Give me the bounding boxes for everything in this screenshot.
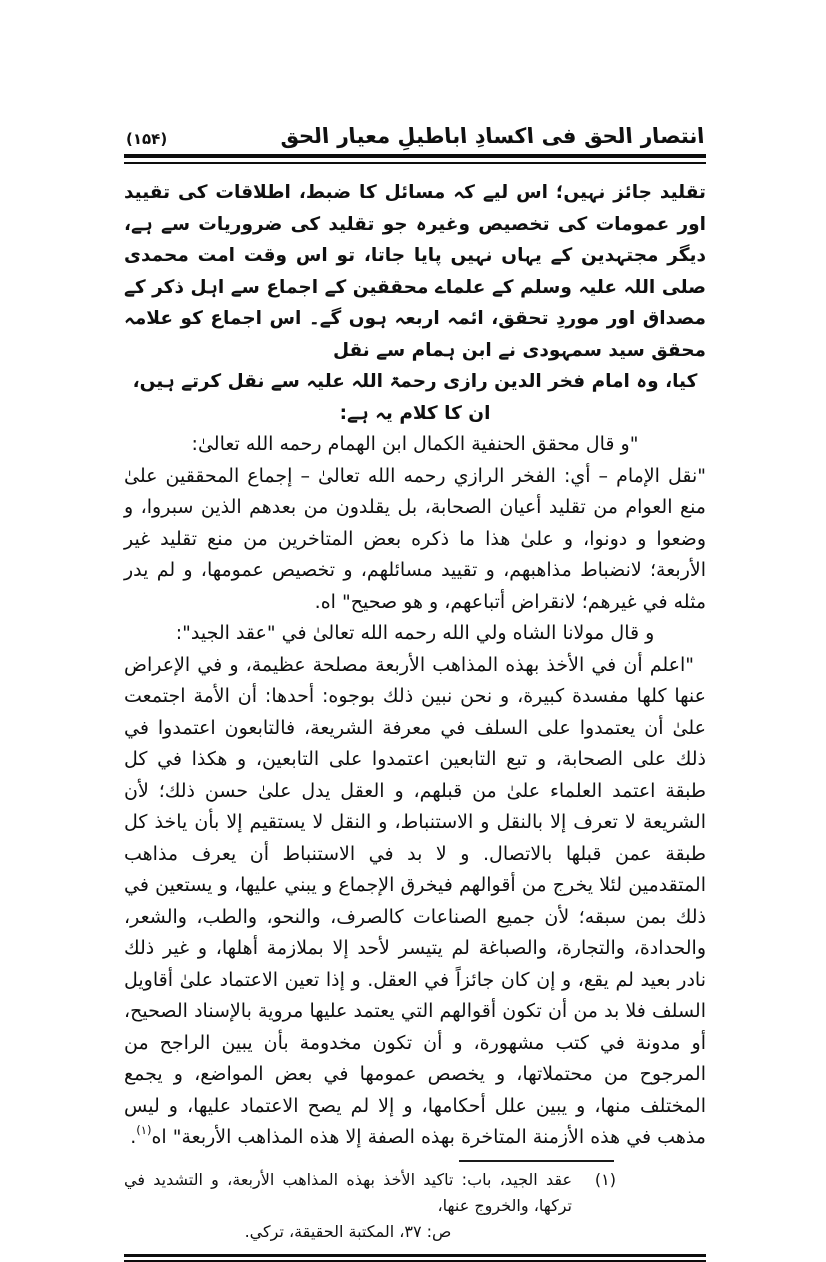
footnote-block — [124, 1167, 616, 1245]
book-title: انتصار الحق فی اکسادِ اباطیلِ معیار الحق — [278, 124, 705, 148]
footnote-number: (١) — [594, 1169, 616, 1189]
footnote-citation-line2: ص: ٣٧، المكتبة الحقيقة، تركي. — [244, 1221, 452, 1241]
shah-waliullah-quote-endmark: . — [130, 1126, 137, 1148]
shah-waliullah-intro-line: و قال مولانا الشاه ولي الله رحمه الله تعالىٰ في "عقد الجيد": — [175, 622, 655, 644]
page-body — [124, 177, 706, 1154]
footnote-citation-line1: عقد الجيد، باب: تاكيد الأخذ بهذه المذاهب الأربعة، و التشديد في تركها، والخروج عنها، — [124, 1169, 572, 1215]
footnote-separator-rule — [459, 1160, 614, 1162]
shah-waliullah-quote — [124, 650, 706, 1154]
page-content-column — [124, 124, 706, 1262]
page-number: (۱۵۴) — [126, 130, 168, 148]
kamal-ibn-humam-quote: "نقل الإمام – أي: الفخر الرازي رحمه الله تعالىٰ – إجماع المحققين علىٰ منع العوام من تقليد أعيان الصحابة، بل يقلدون من بعدهم الذين سبروا، و وضعوا و دونوا، و علىٰ هذا ما ذكره بعض المتاخرين من منع تقليد غير الأربعة؛ لانضباط مذاهبهم، و تقييد مسائلهم، و تخصيص عمومها، و لم يدر مثله في غيرهم؛ لانقراض أتباعهم، و هو صحيح" اه. — [124, 464, 706, 613]
kamal-ibn-humam-intro-line: "و قال محقق الحنفية الكمال ابن الهمام رحمه الله تعالىٰ: — [191, 433, 639, 455]
page-bottom-rule — [124, 1254, 706, 1262]
urdu-closing-line: کیا، وہ امام فخر الدین رازی رحمۃ اللہ علیہ سے نقل کرتے ہیں، ان کا کلام یہ ہے: — [132, 371, 698, 424]
page-header — [124, 124, 706, 148]
footnote-entry — [124, 1167, 616, 1219]
shah-waliullah-quote-text: "اعلم أن في الأخذ بهذه المذاهب الأربعة مصلحة عظيمة، و في الإعراض عنها كلها مفسدة كبيرة، و نحن نبين ذلك بوجوه: أحدها: أن الأمة اجتمعت علىٰ أن يعتمدوا على السلف في معرفة الشريعة، فالتابعون اعتمدوا في ذلك على الصحابة، و تبع التابعين اعتمدوا على التابعين، و هكذا في كل طبقة اعتمد العلماء علىٰ من قبلهم، و العقل يدل علىٰ حسن ذلك؛ لأن الشريعة لا تعرف إلا بالنقل و الاستنباط، و النقل لا يستقيم إلا بأن ياخذ كل طبقة عمن قبلها بالاتصال. و لا بد في الاستنباط أن يعرف مذاهب المتقدمين لئلا يخرج من أقوالهم فيخرق الإجماع و يبني عليها، و يستعين في ذلك بمن سبقه؛ لأن جميع الصناعات كالصرف، والنحو، والطب، والشعر، والحدادة، والتجارة، والصباغة لم يتيسر لأحد إلا بملازمة أهلها، و غير ذلك نادر بعيد لم يقع، و إن كان جائزاً في العقل. و إذا تعين الاعتماد علىٰ أقاويل السلف فلا بد من أن تكون أقوالهم التي يعتمد عليها مروية بالإسناد الصحيح، أو مدونة في كتب مشهورة، و أن تكون مخدومة بأن يبين الراجح من المرجوح من محتملاتها، و يخصص عمومها في بعض المواضع، و يجمع المختلف منها، و يبين علل أحكامها، و إلا لم يصح الاعتماد عليها، و ليس مذهب في هذه الأزمنة المتاخرة بهذه الصفة إلا هذه المذاهب الأربعة" اه — [124, 653, 706, 1148]
urdu-intro-paragraph: تقلید جائز نہیں؛ اس لیے کہ مسائل کا ضبط، اطلاقات کی تقیید اور عمومات کی تخصیص وغیرہ جو تقلید کی ضروریات سے ہے، دیگر مجتہدین کے یہاں نہیں پایا جاتا، تو اس وقت امت محمدی صلی اللہ علیہ وسلم کے علماے محققین کے اجماع سے اہل ذکر کے مصداق اور موردِ تحقق، ائمہ اربعہ ہوں گے۔ اس اجماع کو علامہ محقق سید سمہودی نے ابن ہمام سے نقل — [124, 182, 706, 361]
footnote-reference-marker: (١) — [136, 1123, 152, 1137]
header-divider-rule — [124, 154, 706, 164]
